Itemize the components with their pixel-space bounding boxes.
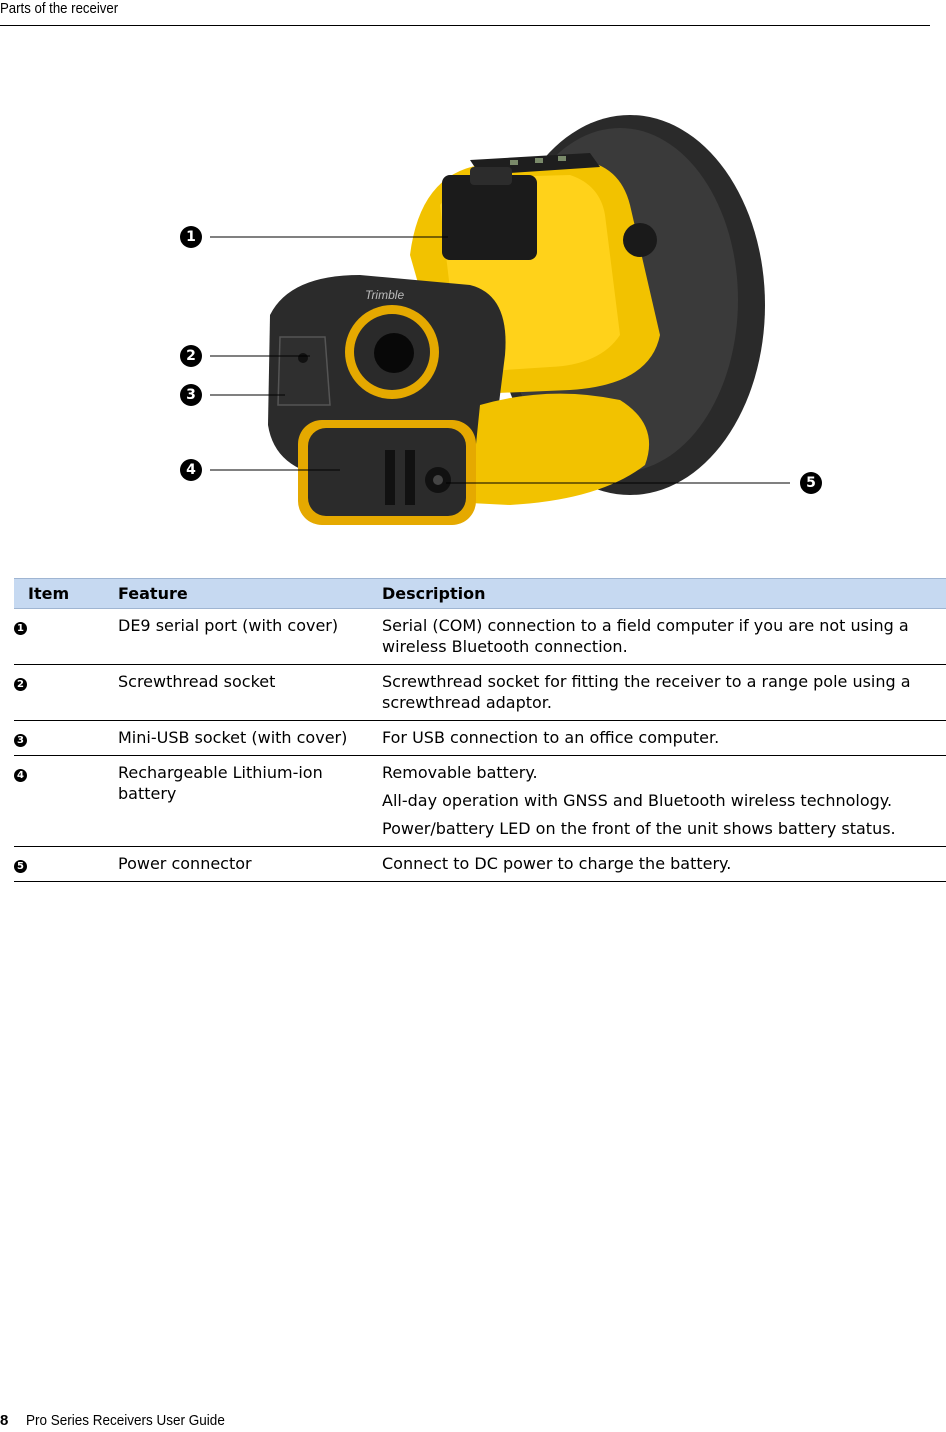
table-header-row xyxy=(14,579,946,609)
side-button xyxy=(623,223,657,257)
feature-cell: Rechargeable Lithium-ion battery xyxy=(104,756,368,847)
item-number: 4 xyxy=(14,769,27,782)
callout-3: 3 xyxy=(180,384,202,406)
usb-dot xyxy=(298,353,308,363)
description-cell xyxy=(368,756,946,847)
table-row xyxy=(14,756,946,847)
description-line: For USB connection to an office computer. xyxy=(382,728,720,747)
callout-4: 4 xyxy=(180,459,202,481)
serial-port-cover xyxy=(442,175,537,260)
description-cell xyxy=(368,847,946,882)
power-connector-pin xyxy=(433,475,443,485)
item-number: 3 xyxy=(14,734,27,747)
usb-cover xyxy=(278,337,330,405)
description-cell xyxy=(368,721,946,756)
battery-latch-2 xyxy=(405,450,415,505)
description-cell xyxy=(368,665,946,721)
description-line: Power/battery LED on the front of the unit shows battery status. xyxy=(382,819,896,838)
description-line: Connect to DC power to charge the battery. xyxy=(382,854,732,873)
column-header-item: Item xyxy=(14,579,104,609)
running-header xyxy=(0,0,930,26)
feature-cell: Screwthread socket xyxy=(104,665,368,721)
page-footer xyxy=(0,1412,247,1432)
table-row xyxy=(14,721,946,756)
feature-cell: Power connector xyxy=(104,847,368,882)
table-row xyxy=(14,665,946,721)
description-line: Screwthread socket for fitting the receiver to a range pole using a screwthread adaptor. xyxy=(382,672,911,712)
column-header-feature: Feature xyxy=(104,579,368,609)
callout-1: 1 xyxy=(180,226,202,248)
column-header-description: Description xyxy=(368,579,946,609)
led-3 xyxy=(558,156,566,161)
receiver-illustration xyxy=(150,105,850,535)
feature-cell: DE9 serial port (with cover) xyxy=(104,609,368,665)
callout-5: 5 xyxy=(800,472,822,494)
battery-latch-1 xyxy=(385,450,395,505)
feature-cell: Mini-USB socket (with cover) xyxy=(104,721,368,756)
serial-port-cover-top xyxy=(470,167,512,185)
led-2 xyxy=(535,158,543,163)
description-line: Serial (COM) connection to a field computer if you are not using a wireless Bluetooth connection. xyxy=(382,616,909,656)
item-number: 5 xyxy=(14,860,27,873)
callout-2: 2 xyxy=(180,345,202,367)
item-number: 1 xyxy=(14,622,27,635)
section-title: Parts of the receiver xyxy=(0,0,119,17)
table-row xyxy=(14,847,946,882)
led-1 xyxy=(510,160,518,165)
description-line: All-day operation with GNSS and Bluetooth wireless technology. xyxy=(382,791,893,810)
screwthread-hole xyxy=(374,333,414,373)
page-number: 8 xyxy=(0,1412,9,1429)
receiver-figure xyxy=(150,105,850,535)
item-number: 2 xyxy=(14,678,27,691)
description-cell xyxy=(368,609,946,665)
table-row xyxy=(14,609,946,665)
brand-label: Trimble xyxy=(365,288,405,302)
document-title: Pro Series Receivers User Guide xyxy=(26,1412,226,1429)
features-table xyxy=(14,578,946,882)
description-line: Removable battery. xyxy=(382,763,538,782)
